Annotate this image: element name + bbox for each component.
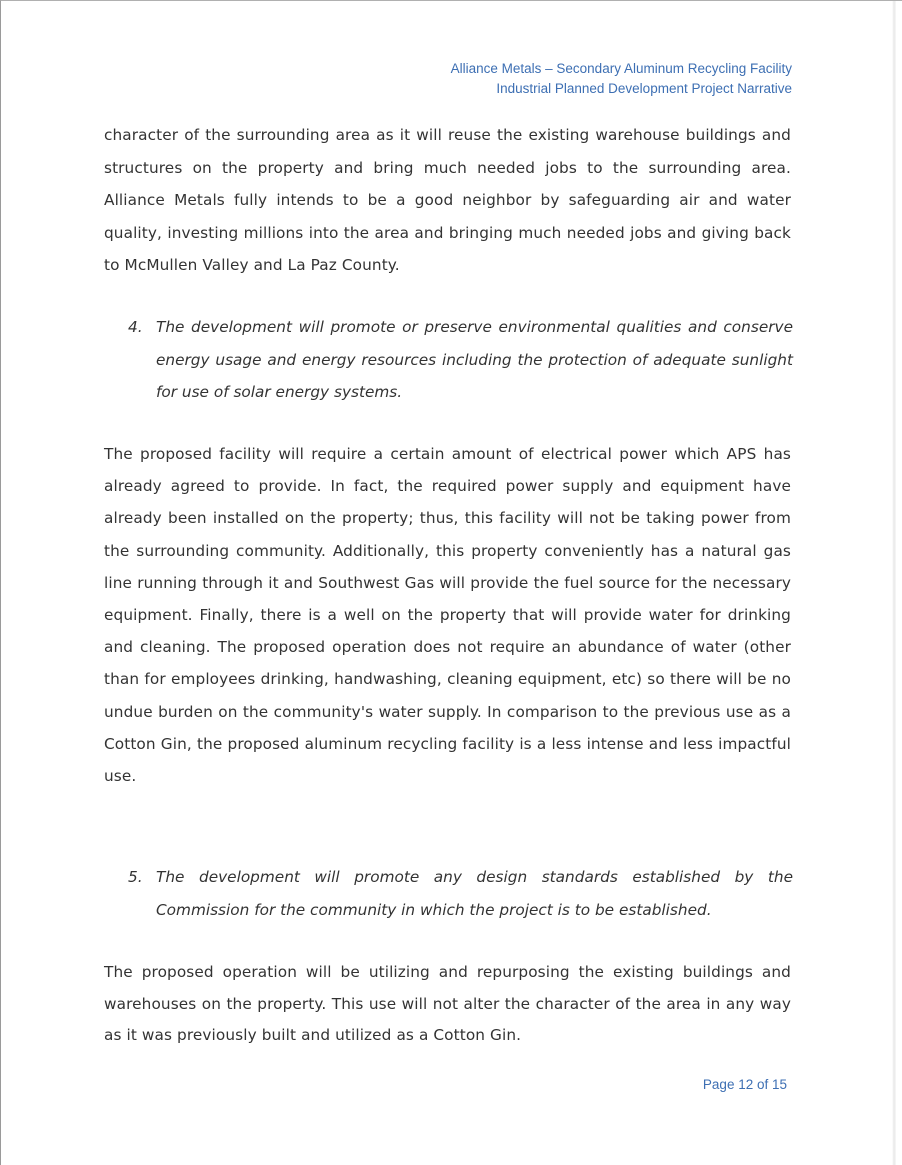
criterion-4-number: 4. [128, 318, 143, 336]
page-edge-shadow [892, 1, 896, 1165]
criterion-4 [128, 311, 793, 409]
header-subtitle: Industrial Planned Development Project Narrative [496, 81, 792, 96]
criterion-5-number: 5. [128, 868, 143, 886]
running-header [451, 59, 792, 99]
criterion-4-text: The development will promote or preserve environmental qualities and conserve energy usage and energy resources including the protection of adequate sunlight for use of solar energy systems. [156, 318, 793, 401]
criterion-5 [128, 861, 793, 927]
page-number: Page 12 of 15 [702, 1077, 787, 1092]
criterion-5-text: The development will promote any design standards established by the Commission for the community in which the project is to be established. [156, 868, 793, 919]
paragraph-design-response: The proposed operation will be utilizing and repurposing the existing buildings and warehouses on the property. This use will not alter the character of the area in any way as it was previously built and utilized as a Cotton Gin. [104, 963, 791, 1044]
paragraph-energy-response: The proposed facility will require a certain amount of electrical power which APS has already agreed to provide. In fact, the required power supply and equipment have already been installed on the property; thus, this facility will not be taking power from the surrounding community. Additionally, this property conveniently has a natural gas line running through it and Southwest Gas will provide the fuel source for the necessary equipment. Finally, there is a well on the property that will provide water for drinking and cleaning. The proposed operation does not require an abundance of water (other than for employees drinking, handwashing, cleaning equipment, etc) so there will be no undue burden on the community's water supply. In comparison to the previous use as a Cotton Gin, the proposed aluminum recycling facility is a less intense and less impactful use. [104, 445, 791, 786]
header-title: Alliance Metals – Secondary Aluminum Recycling Facility [450, 61, 792, 76]
paragraph-continued: character of the surrounding area as it will reuse the existing warehouse buildings and structures on the property and bring much needed jobs to the surrounding area. Alliance Metals fully intends to be a good neighbor by safeguarding air and water quality, investing millions into the area and bringing much needed jobs and giving back to McMullen Valley and La Paz County. [104, 126, 791, 274]
